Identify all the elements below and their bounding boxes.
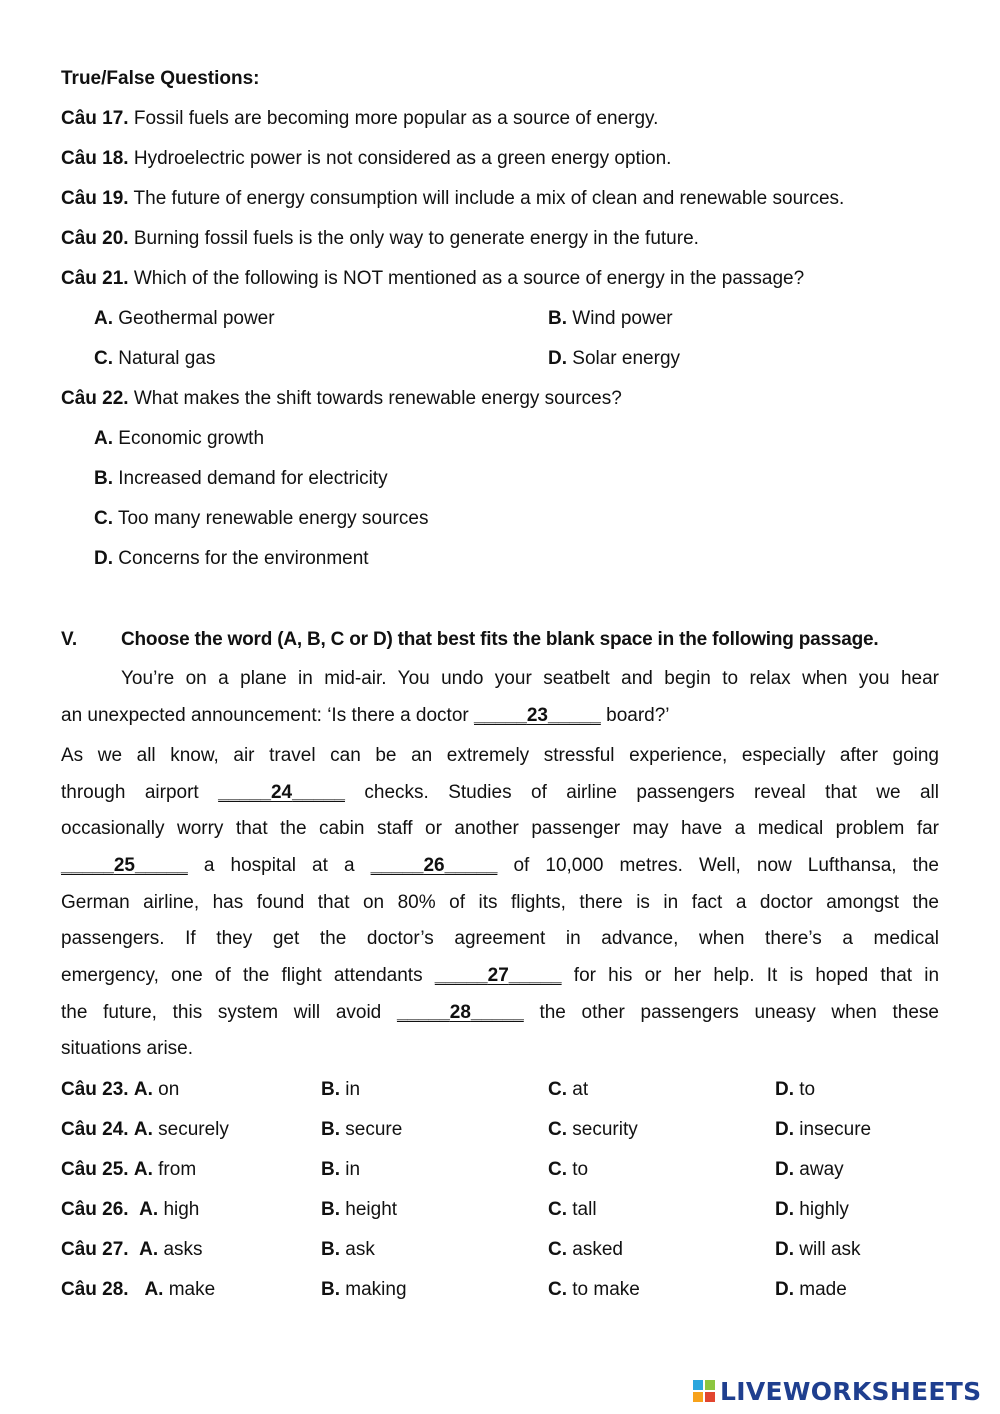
question-number: Câu 19. [61,188,129,209]
option-letter: A. [133,1079,153,1100]
question-number: Câu 24. A. securely [61,1119,229,1140]
section-instruction: Choose the word (A, B, C or D) that best fits the blank space in the following passage. [121,629,879,650]
option-a[interactable]: make [168,1279,216,1300]
liveworksheets-logo [693,1376,981,1406]
option-text: Natural gas [118,348,216,369]
option-letter: A. [133,1159,153,1180]
option-text: Wind power [572,308,673,329]
option-letter: A. [144,1279,164,1300]
blank-number: 28 [449,1002,471,1023]
question-text: Hydroelectric power is not considered as a green energy option. [133,148,672,169]
q21-option-d[interactable] [548,347,680,371]
question-text: What makes the shift towards renewable energy sources? [133,388,622,409]
passage-line [61,995,939,1032]
question-17 [61,107,658,131]
question-text: Burning fossil fuels is the only way to generate energy in the future. [133,228,699,249]
option-text: Too many renewable energy sources [117,508,429,529]
option-a[interactable]: asks [163,1239,203,1260]
blank-25[interactable]: _____25_____ [61,855,188,876]
question-20 [61,227,699,251]
blank-number: 24 [270,782,293,803]
passage-text: emergency, one of the flight attendants [61,965,423,986]
question-number: Câu 23. A. on [61,1079,180,1100]
question-number: Câu 25. A. from [61,1159,197,1180]
option-letter: D. [94,548,113,569]
option-d[interactable]: D. will ask [775,1239,861,1260]
option-c[interactable]: C. tall [548,1199,597,1220]
question-number: Câu 22. [61,388,129,409]
blank-23[interactable]: _____23_____ [474,705,601,726]
q22-option-d[interactable] [94,547,369,571]
blank-26[interactable]: _____26_____ [370,855,498,876]
passage-text: for his or her help. It is hoped that in [573,965,940,986]
option-b[interactable]: B. making [321,1279,407,1300]
blank-number: 26 [423,855,445,876]
passage-line [61,698,939,735]
option-letter: A. [139,1239,159,1260]
option-c[interactable]: C. at [548,1079,589,1100]
passage-text: through airport [61,782,199,803]
option-b[interactable]: B. height [321,1199,398,1220]
question-text: Fossil fuels are becoming more popular as a source of energy. [133,108,659,129]
tf-heading: True/False Questions: [61,68,260,89]
liveworksheets-icon [693,1379,717,1403]
question-19 [61,187,844,211]
option-letter: A. [94,308,113,329]
blank-28[interactable]: _____28_____ [396,1002,524,1023]
passage-text: a hospital at a [203,855,355,876]
option-d[interactable]: D. away [775,1159,844,1180]
option-text: Increased demand for electricity [118,468,388,489]
q22-option-c[interactable] [94,507,428,531]
option-b[interactable]: B. in [321,1159,361,1180]
option-d[interactable]: D. to [775,1079,816,1100]
option-letter: A. [94,428,113,449]
option-text: Geothermal power [118,308,275,329]
option-c[interactable]: C. to [548,1159,589,1180]
blank-number: 27 [487,965,509,986]
passage-text: the other passengers uneasy when these [539,1002,939,1023]
q22-option-b[interactable] [94,467,388,491]
question-text: The future of energy consumption will include a mix of clean and renewable sources. [133,188,845,209]
option-a[interactable]: securely [158,1119,229,1140]
passage-text: an unexpected announcement: ‘Is there a doctor [61,705,469,726]
blank-number: 25 [113,855,135,876]
option-c[interactable]: C. asked [548,1239,623,1260]
passage-line: passengers. If they get the doctor’s agreement in advance, when there’s a medical [61,928,939,949]
question-number: Câu 28. A. make [61,1279,216,1300]
passage-text: checks. Studies of airline passengers reveal that we all [364,782,940,803]
option-d[interactable]: D. highly [775,1199,849,1220]
option-letter: B. [94,468,113,489]
passage-text: board?’ [606,705,670,726]
option-letter: B. [548,308,567,329]
question-22 [61,387,622,411]
option-text: Concerns for the environment [118,548,369,569]
option-a[interactable]: high [163,1199,200,1220]
question-18 [61,147,671,171]
question-number: Câu 27. A. asks [61,1239,203,1260]
passage-line [61,775,939,812]
question-number: Câu 17. [61,108,129,129]
option-letter: A. [139,1199,159,1220]
passage-line: As we all know, air travel can be an extremely stressful experience, especially after going [61,745,939,766]
passage-line [61,958,939,995]
option-letter: D. [548,348,567,369]
option-text: Economic growth [118,428,265,449]
option-a[interactable]: on [158,1079,180,1100]
option-a[interactable]: from [158,1159,197,1180]
option-b[interactable]: B. ask [321,1239,375,1260]
q21-option-a[interactable] [94,307,275,331]
question-text: Which of the following is NOT mentioned as a source of energy in the passage? [133,268,805,289]
question-number: Câu 26. A. high [61,1199,200,1220]
blank-number: 23 [526,705,548,726]
logo-text: LIVEWORKSHEETS [720,1376,982,1406]
question-21 [61,267,804,291]
blank-27[interactable]: _____27_____ [434,965,562,986]
q21-option-b[interactable] [548,307,673,331]
option-letter: C. [94,348,113,369]
option-b[interactable]: B. secure [321,1119,403,1140]
passage-line: You’re on a plane in mid-air. You undo your seatbelt and begin to relax when you hear [121,668,939,689]
question-number: Câu 18. [61,148,129,169]
option-letter: A. [133,1119,153,1140]
q22-option-a[interactable] [94,427,264,451]
passage-line: occasionally worry that the cabin staff or another passenger may have a medical problem far [61,818,939,839]
option-letter: C. [94,508,113,529]
blank-24[interactable]: _____24_____ [218,782,345,803]
passage-line: German airline, has found that on 80% of its flights, there is in fact a doctor amongst the [61,892,939,913]
passage-text: the future, this system will avoid [61,1002,382,1023]
section-numeral: V. [61,629,78,650]
question-number: Câu 21. [61,268,129,289]
option-text: Solar energy [572,348,681,369]
question-number: Câu 20. [61,228,129,249]
option-d[interactable]: D. made [775,1279,847,1300]
q21-option-c[interactable] [94,347,215,371]
passage-line: situations arise. [61,1038,194,1059]
option-c[interactable]: C. to make [548,1279,640,1300]
option-c[interactable]: C. security [548,1119,638,1140]
passage-line [61,848,939,885]
option-d[interactable]: D. insecure [775,1119,872,1140]
option-b[interactable]: B. in [321,1079,361,1100]
passage-text: of 10,000 metres. Well, now Lufthansa, the [513,855,940,876]
